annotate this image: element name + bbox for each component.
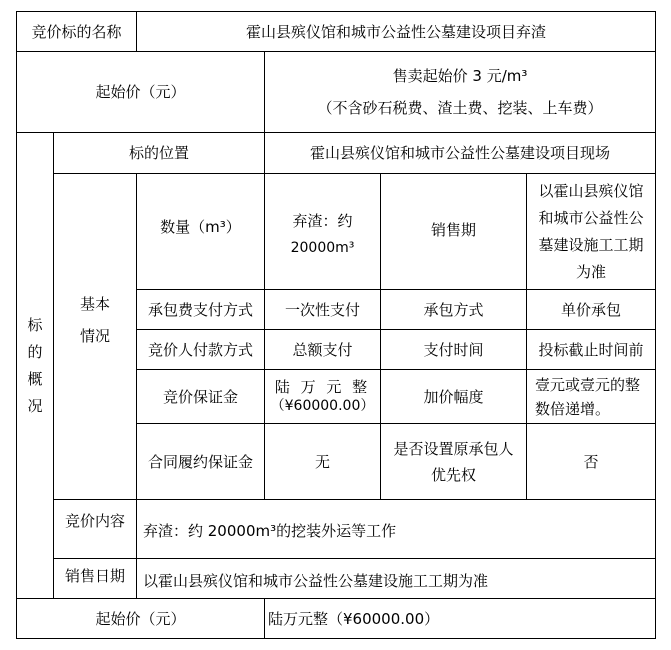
label-performance-bond <box>137 424 264 499</box>
value-bid-deposit <box>265 370 380 423</box>
sale-period-line: 为准 <box>575 262 606 281</box>
label-sale-date <box>54 559 136 598</box>
label-contract-fee-payment <box>137 290 264 329</box>
value-bid-content-text: 弃渣：约 20000m³的挖装外运等工作 <box>143 522 397 540</box>
value-sale-date-text: 以霍山县殡仪馆和城市公益性公墓建设施工工期为准 <box>143 571 489 590</box>
value-bidder-payment <box>265 330 380 369</box>
label-start-price-text: 起始价（元） <box>95 83 186 101</box>
label-price-increment-text: 加价幅度 <box>423 387 484 406</box>
priority-line2: 优先权 <box>430 465 476 484</box>
label-sale-period <box>381 174 526 289</box>
label-final-start-price <box>17 599 264 638</box>
value-sale-period <box>527 174 655 289</box>
sale-period-line: 以霍山县殡仪馆 <box>538 181 644 200</box>
label-contract-fee-payment-text: 承包费支付方式 <box>147 300 253 319</box>
label-contract-mode-text: 承包方式 <box>423 300 484 319</box>
value-contract-mode <box>527 290 655 329</box>
bid-deposit-line2: （¥60000.00） <box>270 397 375 414</box>
value-payment-time <box>527 330 655 369</box>
label-bid-deposit <box>137 370 264 423</box>
value-contract-fee-payment <box>265 290 380 329</box>
label-location-text: 标的位置 <box>128 144 189 162</box>
grid-line <box>655 11 656 639</box>
label-sale-period-text: 销售期 <box>430 221 476 239</box>
value-bid-content <box>137 500 655 558</box>
value-performance-bond-text: 无 <box>314 452 330 471</box>
priority-line1: 是否设置原承包人 <box>393 439 514 458</box>
value-final-start-price <box>265 599 655 638</box>
value-sale-date <box>137 559 655 598</box>
label-performance-bond-text: 合同履约保证金 <box>147 452 253 471</box>
value-original-contractor-priority-text: 否 <box>583 452 599 471</box>
sale-period-line: 和城市公益性公 <box>538 208 644 227</box>
value-quantity <box>265 174 380 289</box>
overview-char: 标 <box>27 315 43 334</box>
label-overview-group <box>17 133 53 598</box>
label-payment-time <box>381 330 526 369</box>
value-bid-name-text: 霍山县殡仪馆和城市公益性公墓建设项目弃渣 <box>245 22 546 41</box>
quantity-line2: 20000m³ <box>290 240 355 256</box>
value-start-price <box>265 52 655 132</box>
label-bidder-payment-text: 竞价人付款方式 <box>147 340 253 359</box>
label-bid-deposit-text: 竞价保证金 <box>162 387 238 406</box>
label-bid-name <box>17 12 136 51</box>
label-price-increment <box>381 370 526 423</box>
value-price-increment <box>527 370 655 423</box>
sale-period-line: 墓建设施工工期 <box>538 235 644 254</box>
label-payment-time-text: 支付时间 <box>423 340 484 359</box>
label-bidder-payment <box>137 330 264 369</box>
basic-info-line1: 基本 <box>79 295 110 313</box>
value-contract-fee-payment-text: 一次性支付 <box>284 300 360 319</box>
label-location <box>54 133 264 173</box>
value-contract-mode-text: 单价承包 <box>560 300 621 319</box>
start-price-line2: （不含砂石税费、渣土费、挖装、上车费） <box>317 99 603 117</box>
value-payment-time-text: 投标截止时间前 <box>538 340 644 359</box>
label-final-start-price-text: 起始价（元） <box>95 609 186 628</box>
value-location <box>265 133 655 173</box>
label-quantity-text: 数量（m³） <box>160 218 241 236</box>
bid-deposit-line1: 陆 万 元 整 <box>274 377 371 396</box>
overview-char: 的 <box>27 342 43 361</box>
value-bidder-payment-text: 总额支付 <box>292 340 353 359</box>
overview-char: 概 <box>27 369 43 388</box>
label-bid-content-text: 竞价内容 <box>64 512 125 530</box>
value-final-start-price-text: 陆万元整（¥60000.00） <box>268 609 440 628</box>
label-bid-content <box>54 500 136 558</box>
price-increment-line1: 壹元或壹元的整 <box>535 375 641 394</box>
label-original-contractor-priority <box>381 424 526 499</box>
label-sale-date-text: 销售日期 <box>64 567 125 585</box>
label-basic-info <box>54 280 136 360</box>
quantity-line1: 弃渣：约 <box>292 212 353 230</box>
overview-char: 况 <box>27 396 43 415</box>
value-location-text: 霍山县殡仪馆和城市公益性公墓建设项目现场 <box>309 144 610 162</box>
basic-info-line2: 情况 <box>79 327 110 345</box>
value-original-contractor-priority <box>527 424 655 499</box>
value-performance-bond <box>265 424 380 499</box>
value-bid-name <box>137 12 655 51</box>
price-increment-line2: 数倍递增。 <box>535 399 611 418</box>
label-quantity <box>137 174 264 289</box>
label-contract-mode <box>381 290 526 329</box>
label-bid-name-text: 竞价标的名称 <box>31 22 122 41</box>
label-start-price <box>17 52 264 132</box>
grid-line <box>16 638 656 639</box>
start-price-line1: 售卖起始价 3 元/m³ <box>392 67 528 85</box>
